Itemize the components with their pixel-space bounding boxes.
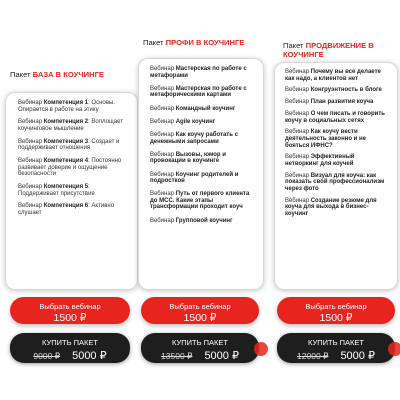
list-item[interactable]: Вебинар Компетенция 1: Основы. Опирается в работе на этику <box>18 100 115 113</box>
list-item[interactable]: Вебинар Эффективный нетворкинг для коучей <box>285 154 355 167</box>
list-item[interactable]: Вебинар Как коучу работать с денежными запросами <box>150 131 238 145</box>
list-item[interactable]: Вебинар Agile коучинг <box>150 118 216 125</box>
list-item[interactable]: Вебинар Компетенция 3: Создает и поддерживает отношения <box>18 138 120 152</box>
list-item[interactable]: Вебинар Как коучу вести деятельность законно и не бояться ИФНС? <box>285 129 366 149</box>
new-price: 5000 ₽ <box>72 350 107 362</box>
new-price: 5000 ₽ <box>340 350 375 362</box>
select-webinar-button[interactable]: Выбрать вебинар 1500 ₽ <box>277 297 395 324</box>
list-item[interactable]: Вебинар Почему вы все делаете как надо, а клиентов нет <box>285 69 381 82</box>
buy-package-button[interactable]: КУПИТЬ ПАКЕТ 13500 ₽ 5000 ₽ <box>141 333 259 363</box>
webinar-list-promotion <box>285 69 389 223</box>
list-item[interactable]: Вебинар Коучинг родителей и подростков <box>150 171 239 185</box>
old-price: 12000 ₽ <box>297 351 329 361</box>
list-item[interactable]: Вебинар Конгруэнтность в блоге <box>285 87 382 94</box>
old-price: 13500 ₽ <box>161 351 193 361</box>
webinar-list-base <box>18 100 128 223</box>
list-item[interactable]: Вебинар Компетенция 4: Постоянно развивает доверие и ощущение безопасности <box>18 158 122 178</box>
old-price: 9000 ₽ <box>33 351 61 361</box>
list-item[interactable]: Вебинар О чем писать и говорить коучу в социальных сетях <box>285 110 385 124</box>
list-item[interactable]: Вебинар Мастерская по работе с метафорами <box>150 66 247 79</box>
list-item[interactable]: Вебинар Путь от первого клиента до МСС. Какие этапы трансформации проходит коуч <box>150 191 250 211</box>
new-price: 5000 ₽ <box>204 350 239 362</box>
webinar-list-profi <box>150 66 254 231</box>
list-item[interactable]: Вебинар Компетенция 2: Воплощает коучинговое мышление <box>18 119 124 132</box>
select-webinar-button[interactable]: Выбрать вебинар 1500 ₽ <box>141 297 259 324</box>
buy-package-button[interactable]: КУПИТЬ ПАКЕТ 9000 ₽ 5000 ₽ <box>10 333 130 363</box>
package-title-base: Пакет БАЗА В КОУЧИНГЕ <box>10 70 104 79</box>
decorative-glow <box>388 342 400 356</box>
list-item[interactable]: Вебинар Вызовы, юмор и провокации в коучинге <box>150 151 226 165</box>
buy-package-button[interactable]: КУПИТЬ ПАКЕТ 12000 ₽ 5000 ₽ <box>277 333 395 363</box>
select-webinar-button[interactable]: Выбрать вебинар 1500 ₽ <box>10 297 130 324</box>
package-title-promotion: Пакет ПРОДВИЖЕНИЕ В КОУЧИНГЕ <box>283 41 374 59</box>
list-item[interactable]: Вебинар Компетенция 5: Поддерживает присутствие <box>18 184 95 197</box>
list-item[interactable]: Вебинар План развития коуча <box>285 99 374 106</box>
list-item[interactable]: Вебинар Групповой коучинг <box>150 217 233 224</box>
list-item[interactable]: Вебинар Мастерская по работе с метафорическими картами <box>150 85 247 99</box>
list-item[interactable]: Вебинар Создание резюме для коуча для выхода в бизнес-коучинг <box>285 197 377 217</box>
list-item[interactable]: Вебинар Компетенция 6: Активно слушает <box>18 203 115 217</box>
list-item[interactable]: Вебинар Визуал для коуча: как показать свой профессионализм через фото <box>285 172 385 192</box>
decorative-glow <box>254 342 268 356</box>
package-title-profi: Пакет ПРОФИ В КОУЧИНГЕ <box>143 38 245 47</box>
list-item[interactable]: Вебинар Командный коучинг <box>150 105 236 112</box>
